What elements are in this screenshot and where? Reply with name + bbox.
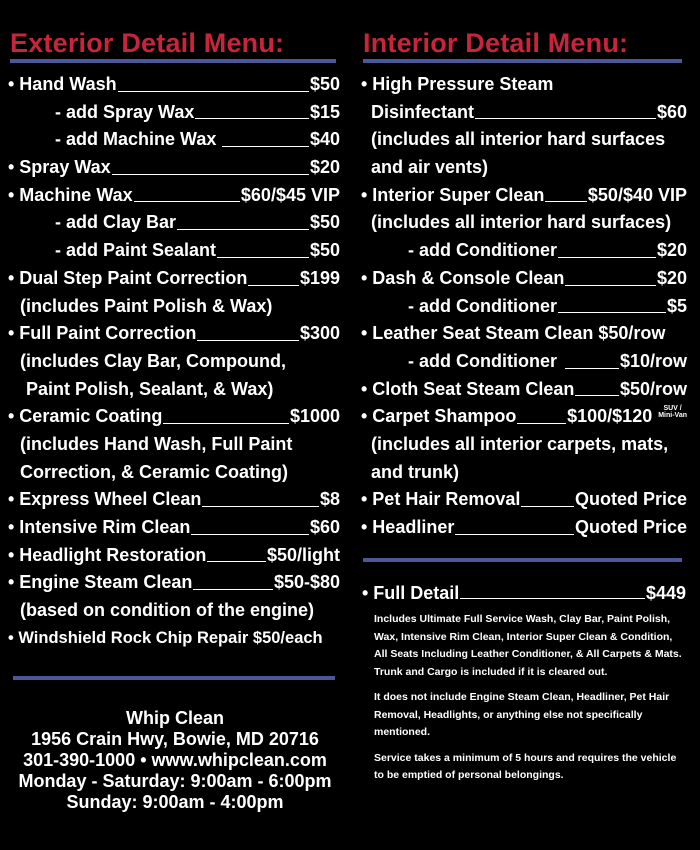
full-detail-description [362, 611, 686, 785]
menu-item-engine-steam-clean: • Engine Steam Clean $50-$80 [8, 572, 340, 593]
menu-item-note: (includes all interior carpets, mats, [371, 433, 669, 454]
menu-item-note: and trunk) [371, 461, 459, 482]
business-info [0, 708, 350, 813]
menu-item-headliner: • Headliner Quoted Price [361, 517, 687, 537]
menu-item-add-spray-wax: - add Spray Wax $15 [55, 101, 340, 122]
menu-item-note: Correction, & Ceramic Coating) [20, 461, 289, 482]
interior-heading-rule [363, 59, 682, 63]
full-detail-includes: Includes Ultimate Full Service Wash, Clay Bar, Paint Polish, Wax, Intensive Rim Clean, Interior Super Clean & Condition, All Seats Including Leather Conditioner, & All Carpets & Mats. Trunk and Cargo is included if it is cleared out. [374, 613, 682, 678]
business-name: Whip Clean [126, 708, 224, 728]
menu-item-add-conditioner: - add Conditioner $5 [408, 295, 687, 316]
menu-item-add-clay-bar: - add Clay Bar $50 [55, 212, 340, 233]
menu-item-disinfectant: Disinfectant $60 [371, 101, 687, 122]
menu-item-full-detail: • Full Detail $449 [362, 583, 686, 603]
menu-item-add-conditioner: - add Conditioner $10/row [408, 350, 687, 371]
menu-item-machine-wax: • Machine Wax $60/$45 VIP [8, 184, 340, 205]
exterior-heading-rule [10, 59, 336, 63]
menu-item-hand-wash: • Hand Wash $50 [8, 74, 340, 94]
menu-item-windshield-rock-chip-repair: • Windshield Rock Chip Repair $50/each [8, 628, 323, 647]
menu-item-note: (includes Hand Wash, Full Paint [20, 433, 293, 454]
menu-item-intensive-rim-clean: • Intensive Rim Clean $60 [8, 517, 340, 537]
menu-item-pet-hair-removal: • Pet Hair Removal Quoted Price [361, 489, 687, 510]
business-hours-sunday: Sunday: 9:00am - 4:00pm [66, 792, 284, 812]
full-detail-package [362, 580, 686, 793]
menu-item-note: and air vents) [371, 157, 489, 178]
menu-item-add-paint-sealant: - add Paint Sealant $50 [55, 240, 340, 261]
menu-item-high-pressure-steam: • High Pressure Steam [361, 74, 554, 94]
menu-item-headlight-restoration: • Headlight Restoration $50/light [8, 544, 340, 565]
business-address: 1956 Crain Hwy, Bowie, MD 20716 [31, 729, 319, 749]
menu-item-note: Paint Polish, Sealant, & Wax) [26, 378, 274, 399]
menu-item-dash-console-clean: • Dash & Console Clean $20 [361, 267, 687, 288]
menu-item-note: (based on condition of the engine) [20, 600, 314, 621]
menu-item-add-conditioner: - add Conditioner $20 [408, 240, 687, 261]
menu-item-leather-seat-steam-clean: • Leather Seat Steam Clean $50/row [361, 323, 666, 344]
interior-menu-heading: Interior Detail Menu: [363, 28, 629, 58]
footer-divider [13, 676, 335, 680]
menu-item-express-wheel-clean: • Express Wheel Clean $8 [8, 489, 340, 510]
exterior-menu-list [8, 71, 340, 652]
menu-item-spray-wax: • Spray Wax $20 [8, 157, 340, 178]
menu-item-interior-super-clean: • Interior Super Clean $50/$40 VIP [361, 184, 687, 205]
menu-item-add-machine-wax: - add Machine Wax $40 [55, 129, 340, 150]
menu-item-note: (includes Clay Bar, Compound, [20, 350, 287, 371]
interior-section-divider [363, 558, 682, 562]
business-hours-week: Monday - Saturday: 9:00am - 6:00pm [18, 771, 332, 791]
business-contact: 301-390-1000 • www.whipclean.com [23, 750, 327, 770]
full-detail-excludes: It does not include Engine Steam Clean, Headliner, Pet Hair Removal, Headlights, or anything else not specifically mentioned. [374, 691, 670, 738]
menu-item-cloth-seat-steam-clean: • Cloth Seat Steam Clean $50/row [361, 378, 687, 399]
suv-minivan-note: SUV / Mini-Van [658, 405, 687, 420]
menu-item-carpet-shampoo: • Carpet Shampoo $100/$120 SUV / Mini-Van [361, 403, 687, 431]
menu-item-full-paint-correction: • Full Paint Correction $300 [8, 323, 340, 344]
menu-item-dual-step-paint-correction: • Dual Step Paint Correction $199 [8, 267, 340, 288]
full-detail-requirements: Service takes a minimum of 5 hours and requires the vehicle to be emptied of personal belongings. [374, 751, 677, 781]
exterior-menu-heading: Exterior Detail Menu: [10, 28, 285, 58]
menu-item-note: (includes Paint Polish & Wax) [20, 295, 273, 316]
menu-item-note: (includes all interior hard surfaces) [371, 212, 672, 233]
menu-item-ceramic-coating: • Ceramic Coating $1000 [8, 406, 340, 427]
interior-menu-list [361, 71, 687, 542]
menu-item-note: (includes all interior hard surfaces [371, 129, 666, 150]
